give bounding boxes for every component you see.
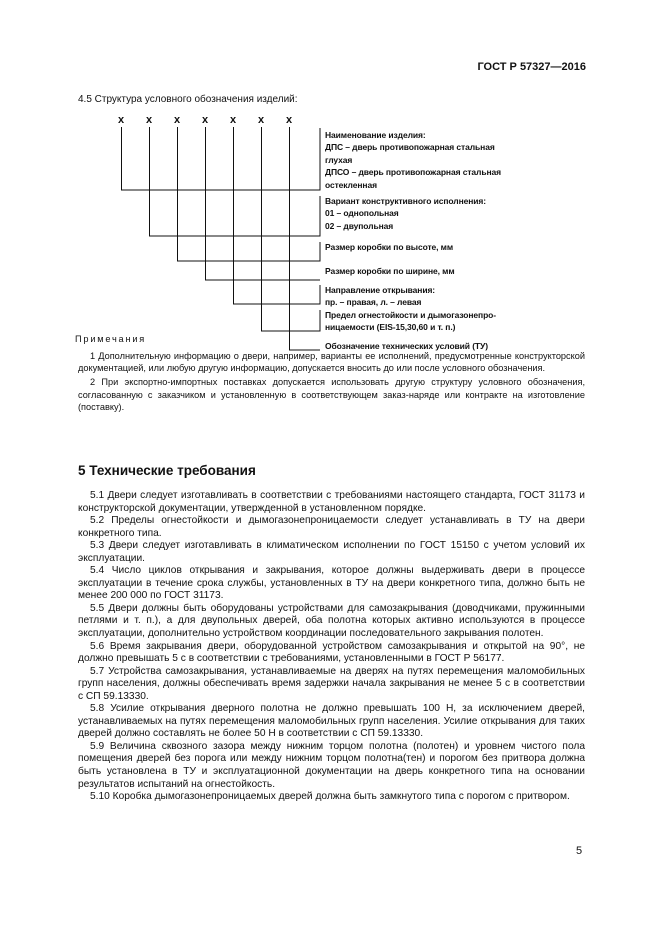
section-5-body (78, 490, 585, 804)
connector-line-6 (262, 127, 321, 331)
paragraph: 5.5 Двери должны быть оборудованы устройствами для самозакрывания (доводчиками, пружинными петлями и т. п.), а для двупольных дверей, оба полотна которых активно используются в процессе эксплуатации, дополнительно устройством координации последовательного закрывания полотен. (78, 602, 585, 640)
connector-line-4 (206, 127, 321, 280)
notes-list (78, 350, 585, 413)
section-4-5-title: 4.5 Структура условного обозначения изделий: (78, 94, 298, 105)
notes-heading: Примечания (75, 334, 147, 344)
note-item: 1 Дополнительную информацию о двери, например, варианты ее исполнений, предусмотренные конструкторской документацией, или любую другую информацию, допускается вносить до или после условного обозначения. (78, 351, 585, 374)
connector-line-2 (150, 127, 321, 236)
paragraph: 5.7 Устройства самозакрывания, устанавливаемые на дверях на путях перемещения маломобильных групп населения, должны обеспечивать время задержки начала закрывания не менее 5 с в соответствии с СП 59.13330. (78, 665, 585, 702)
paragraph: 5.4 Число циклов открывания и закрывания, которое должны выдерживать двери в процессе эксплуатации в течение срока службы, установленных в ТУ на двери конкретного типа, должно быть не менее 200 000 по ГОСТ 31173. (78, 565, 585, 602)
designation-mark: x (174, 114, 181, 126)
designation-mark: x (118, 114, 125, 126)
description-frame-height: Размер коробки по высоте, мм (325, 242, 454, 252)
section-5-title: 5 Технические требования (78, 463, 256, 478)
note-item: 2 При экспортно-импортных поставках допускается использовать другую структуру условного обозначения, согласованную с заказчиком и установленную в соответствующем заказ-наряде или контракте на изготовление (поставку). (78, 377, 585, 412)
standard-header: ГОСТ Р 57327—2016 (477, 61, 586, 73)
connector-line-1 (122, 127, 321, 190)
paragraph: 5.8 Усилие открывания дверного полотна не должно превышать 100 Н, за исключением дверей, устанавливаемых на путях перемещения маломобильных групп населения. Усилие открывания для таких дверей должно составлять не более 50 Н в соответствии с СП 59.13330. (78, 703, 585, 740)
paragraph: 5.3 Двери следует изготавливать в климатическом исполнении по ГОСТ 15150 с учетом условий их эксплуатации. (78, 540, 585, 564)
paragraph: 5.10 Коробка дымогазонепроницаемых дверей должна быть замкнутого типа с порогом с притвором. (90, 791, 570, 803)
description-design-variant: Вариант конструктивного исполнения: 01 – однопольная 02 – двупольная (325, 196, 486, 231)
paragraph: 5.1 Двери следует изготавливать в соответствии с требованиями настоящего стандарта, ГОСТ 31173 и конструкторской документации, утвержденной в установленном порядке. (78, 490, 585, 514)
connector-line-7 (290, 127, 321, 350)
designation-mark: x (258, 114, 265, 126)
designation-mark: x (202, 114, 209, 126)
connector-line-5 (234, 127, 321, 304)
designation-mark: x (286, 114, 293, 126)
connector-line-3 (178, 127, 321, 261)
description-frame-width: Размер коробки по ширине, мм (325, 266, 455, 276)
paragraph: 5.2 Пределы огнестойкости и дымогазонепроницаемости следует устанавливать в ТУ на двери конкретного типа. (78, 515, 585, 539)
page-number: 5 (576, 845, 583, 857)
description-opening-direction: Направление открывания: пр. – правая, л. – левая (325, 285, 436, 308)
designation-mark: x (146, 114, 153, 126)
description-fire-resistance: Предел огнестойкости и дымогазонепро- ницаемости (EIS-15,30,60 и т. п.) (325, 310, 496, 333)
description-specifications: Обозначение технических условий (ТУ) (325, 341, 488, 351)
description-product-name: Наименование изделия: ДПС – дверь противопожарная стальная глухая ДПСО – дверь противопожарная стальная остекленная (325, 130, 501, 190)
paragraph: 5.9 Величина сквозного зазора между нижним торцом полотна (полотен) и уровнем чистого пола помещения дверей без порога или между нижним торцом полотна(тен) и порогом без притвора должна быть установлена в ТУ и эксплуатационной документации на дверь конкретного типа на основании результатов испытаний на огнестойкость. (78, 740, 585, 790)
paragraph: 5.6 Время закрывания двери, оборудованной устройством самозакрывания и открытой на 90°, не должно превышать 5 с в соответствии с требованиями, установленными в ГОСТ Р 56177. (78, 640, 585, 665)
designation-mark: x (230, 114, 237, 126)
